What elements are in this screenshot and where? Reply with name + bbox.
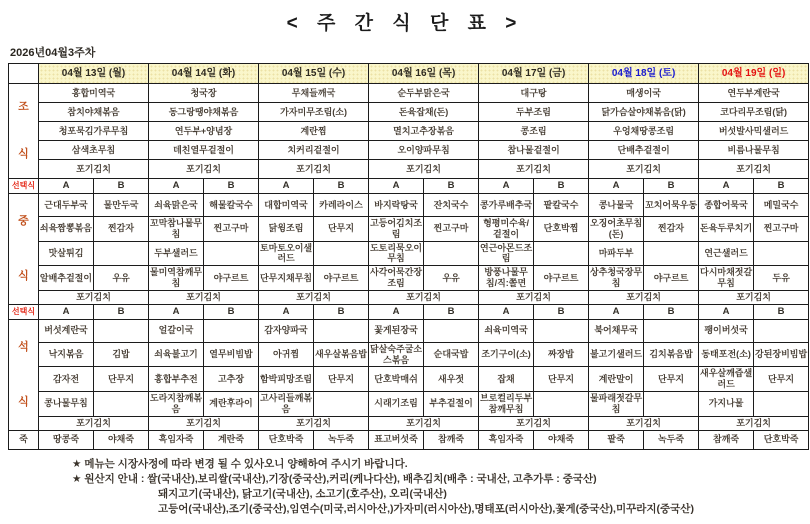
dinner-b-item: 단무지 bbox=[644, 367, 699, 392]
lunch-a-item: 근대두부국 bbox=[39, 194, 94, 217]
lunch-kimchi: 포기김치 bbox=[589, 290, 699, 304]
breakfast-item: 포기김치 bbox=[589, 160, 699, 179]
breakfast-item: 가자미무조림(소) bbox=[259, 103, 369, 122]
dinner-b-item: 강된장비빔밥 bbox=[754, 342, 809, 367]
dinner-a-item: 조기구이(소) bbox=[479, 342, 534, 367]
dinner-b-item: 새우젓 bbox=[424, 367, 479, 392]
lunch-b-item: 단무지 bbox=[314, 217, 369, 242]
selection-label: 선택식 bbox=[9, 179, 39, 194]
porridge-item: 단호박죽 bbox=[754, 430, 809, 449]
dinner-a-item: 쇠육불고기 bbox=[149, 342, 204, 367]
lunch-a-item: 연근샐러드 bbox=[699, 241, 754, 266]
dinner-b-item: 열무비빔밥 bbox=[204, 342, 259, 367]
porridge-item: 표고버섯죽 bbox=[369, 430, 424, 449]
breakfast-item: 치커리겉절이 bbox=[259, 141, 369, 160]
section-label bbox=[9, 84, 39, 179]
choice-b-header: B bbox=[204, 304, 259, 319]
porridge-item: 흑임자죽 bbox=[149, 430, 204, 449]
dinner-a-item: 시래기조림 bbox=[369, 391, 424, 416]
lunch-b-item bbox=[314, 241, 369, 266]
lunch-b-item: 메밀국수 bbox=[754, 194, 809, 217]
choice-b-header: B bbox=[644, 179, 699, 194]
lunch-b-item: 야구르트 bbox=[644, 266, 699, 291]
section-label bbox=[9, 194, 39, 305]
dinner-b-item bbox=[644, 391, 699, 416]
choice-b-header: B bbox=[754, 179, 809, 194]
dinner-a-item: 함박피망조림 bbox=[259, 367, 314, 392]
dinner-b-item bbox=[204, 319, 259, 342]
lunch-a-item: 쇠육맑은국 bbox=[149, 194, 204, 217]
lunch-b-item bbox=[754, 241, 809, 266]
dinner-kimchi: 포기김치 bbox=[39, 416, 149, 430]
lunch-b-item bbox=[534, 241, 589, 266]
breakfast-item: 데친열무겉절이 bbox=[149, 141, 259, 160]
porridge-item: 팥죽 bbox=[589, 430, 644, 449]
dinner-a-item: 얼갈이국 bbox=[149, 319, 204, 342]
footnote-line: 고등어(국내산),조기(중국산),임연수(미국,러시아산,)가자미(러시아산),명태포(러시아산),꽃게(중국산),미꾸라지(중국산) bbox=[158, 503, 694, 516]
breakfast-item: 연두부계란국 bbox=[699, 84, 809, 103]
lunch-b-item: 야구르트 bbox=[314, 266, 369, 291]
porridge-item: 단호박죽 bbox=[259, 430, 314, 449]
lunch-a-item: 연근아몬드조림 bbox=[479, 241, 534, 266]
dinner-a-item: 고사리들깨볶음 bbox=[259, 391, 314, 416]
choice-a-header: A bbox=[149, 179, 204, 194]
lunch-b-item: 찐고구마 bbox=[754, 217, 809, 242]
section-label-char: 조 bbox=[18, 100, 29, 113]
breakfast-item: 참나물겉절이 bbox=[479, 141, 589, 160]
porridge-item: 참깨죽 bbox=[699, 430, 754, 449]
choice-a-header: A bbox=[369, 304, 424, 319]
choice-a-header: A bbox=[39, 304, 94, 319]
dinner-a-item: 새우살깨즙샐러드 bbox=[699, 367, 754, 392]
dinner-a-item: 잡채 bbox=[479, 367, 534, 392]
lunch-a-item: 닭윙조림 bbox=[259, 217, 314, 242]
dinner-b-item bbox=[644, 319, 699, 342]
breakfast-item: 단배추겉절이 bbox=[589, 141, 699, 160]
breakfast-item: 대구탕 bbox=[479, 84, 589, 103]
section-label-text bbox=[9, 194, 38, 304]
dinner-a-item: 낙지볶음 bbox=[39, 342, 94, 367]
dinner-a-item: 콩나물무침 bbox=[39, 391, 94, 416]
lunch-a-item: 물미역참깨무침 bbox=[149, 266, 204, 291]
porridge-label: 죽 bbox=[9, 430, 39, 449]
section-label-char: 석 bbox=[18, 340, 29, 353]
lunch-a-item: 쇠육짬뽕볶음 bbox=[39, 217, 94, 242]
lunch-a-item: 알배추겉절이 bbox=[39, 266, 94, 291]
lunch-a-item: 콩가루배추국 bbox=[479, 194, 534, 217]
dinner-b-item: 새우살볶음밥 bbox=[314, 342, 369, 367]
section-label-char: 중 bbox=[18, 214, 29, 227]
dinner-b-item bbox=[314, 319, 369, 342]
lunch-a-item: 상추청국장무침 bbox=[589, 266, 644, 291]
breakfast-item: 계란찜 bbox=[259, 122, 369, 141]
choice-a-header: A bbox=[699, 304, 754, 319]
breakfast-item: 돈육잡채(돈) bbox=[369, 103, 479, 122]
dinner-b-item: 단무지 bbox=[94, 367, 149, 392]
breakfast-item: 매생이국 bbox=[589, 84, 699, 103]
footnote-line: 돼지고기(국내산), 닭고기(국내산), 소고기(호주산), 오리(국내산) bbox=[158, 488, 447, 500]
lunch-b-item: 찐고구마 bbox=[424, 217, 479, 242]
lunch-kimchi: 포기김치 bbox=[259, 290, 369, 304]
porridge-item: 녹두죽 bbox=[314, 430, 369, 449]
breakfast-item: 포기김치 bbox=[369, 160, 479, 179]
porridge-item: 야채죽 bbox=[94, 430, 149, 449]
choice-b-header: B bbox=[534, 304, 589, 319]
page-title: < 주 간 식 단 표 > bbox=[286, 13, 524, 34]
lunch-a-item: 형평미수육/겉절이 bbox=[479, 217, 534, 242]
week-label: 2026년04월3주차 bbox=[10, 47, 96, 59]
lunch-kimchi: 포기김치 bbox=[699, 290, 809, 304]
dinner-a-item: 동태포전(소) bbox=[699, 342, 754, 367]
dinner-a-item: 불고기샐러드 bbox=[589, 342, 644, 367]
date-header: 04월 16일 (목) bbox=[369, 64, 479, 84]
lunch-b-item: 단호박찜 bbox=[534, 217, 589, 242]
date-header: 04월 14일 (화) bbox=[149, 64, 259, 84]
dinner-a-item: 감자전 bbox=[39, 367, 94, 392]
breakfast-item: 홍합미역국 bbox=[39, 84, 149, 103]
choice-a-header: A bbox=[369, 179, 424, 194]
section-label bbox=[9, 319, 39, 430]
breakfast-item: 닭가슴살야채볶음(닭) bbox=[589, 103, 699, 122]
dinner-kimchi: 포기김치 bbox=[259, 416, 369, 430]
breakfast-item: 코다리무조림(닭) bbox=[699, 103, 809, 122]
lunch-b-item: 찐감자 bbox=[94, 217, 149, 242]
date-header: 04월 19일 (일) bbox=[699, 64, 809, 84]
choice-b-header: B bbox=[94, 179, 149, 194]
porridge-item: 녹두죽 bbox=[644, 430, 699, 449]
dinner-b-item bbox=[424, 319, 479, 342]
lunch-kimchi: 포기김치 bbox=[479, 290, 589, 304]
section-label-text bbox=[9, 84, 38, 178]
lunch-kimchi: 포기김치 bbox=[39, 290, 149, 304]
choice-a-header: A bbox=[149, 304, 204, 319]
dinner-a-item: 북어채무국 bbox=[589, 319, 644, 342]
breakfast-item: 순두부맑은국 bbox=[369, 84, 479, 103]
breakfast-item: 콩조림 bbox=[479, 122, 589, 141]
breakfast-item: 무채들깨국 bbox=[259, 84, 369, 103]
dinner-b-item: 순대국밥 bbox=[424, 342, 479, 367]
lunch-a-item: 바지락탕국 bbox=[369, 194, 424, 217]
lunch-kimchi: 포기김치 bbox=[149, 290, 259, 304]
dinner-b-item bbox=[94, 319, 149, 342]
dinner-a-item: 도라지참깨볶음 bbox=[149, 391, 204, 416]
lunch-a-item: 꼬막참나물무침 bbox=[149, 217, 204, 242]
choice-a-header: A bbox=[589, 179, 644, 194]
dinner-kimchi: 포기김치 bbox=[149, 416, 259, 430]
dinner-a-item: 버섯계란국 bbox=[39, 319, 94, 342]
lunch-a-item: 마파두부 bbox=[589, 241, 644, 266]
choice-a-header: A bbox=[259, 304, 314, 319]
breakfast-item: 두부조림 bbox=[479, 103, 589, 122]
footnote-line: ★ 원산지 안내 : 쌀(국내산),보리쌀(국내산),기장(중국산),커리(케나다산), 배추김치(배추 : 국내산, 고추가루 : 중국산) bbox=[72, 472, 597, 485]
choice-b-header: B bbox=[314, 179, 369, 194]
lunch-a-item: 사각어묵간장조림 bbox=[369, 266, 424, 291]
dinner-kimchi: 포기김치 bbox=[479, 416, 589, 430]
dinner-a-item: 꽃게된장국 bbox=[369, 319, 424, 342]
dinner-a-item: 홍합부추전 bbox=[149, 367, 204, 392]
porridge-item: 참깨죽 bbox=[424, 430, 479, 449]
lunch-a-item: 다시마채젓갈무침 bbox=[699, 266, 754, 291]
choice-a-header: A bbox=[479, 304, 534, 319]
dinner-b-item: 짜장밥 bbox=[534, 342, 589, 367]
dinner-a-item: 브로컬리두부참깨무침 bbox=[479, 391, 534, 416]
choice-b-header: B bbox=[424, 179, 479, 194]
breakfast-item: 비름나물무침 bbox=[699, 141, 809, 160]
lunch-b-item: 두유 bbox=[754, 266, 809, 291]
dinner-b-item: 단무지 bbox=[754, 367, 809, 392]
lunch-b-item: 카레라이스 bbox=[314, 194, 369, 217]
dinner-a-item: 가지나물 bbox=[699, 391, 754, 416]
choice-b-header: B bbox=[314, 304, 369, 319]
dinner-b-item bbox=[534, 319, 589, 342]
dinner-a-item: 쇠육미역국 bbox=[479, 319, 534, 342]
dinner-b-item: 단무지 bbox=[534, 367, 589, 392]
lunch-a-item: 콩나물국 bbox=[589, 194, 644, 217]
breakfast-item: 동그랑땡야채볶음 bbox=[149, 103, 259, 122]
lunch-a-item: 두부샐러드 bbox=[149, 241, 204, 266]
lunch-b-item: 잔치국수 bbox=[424, 194, 479, 217]
lunch-a-item: 방풍나물무침/직:쫄면 bbox=[479, 266, 534, 291]
lunch-a-item: 오징어초무침(돈) bbox=[589, 217, 644, 242]
lunch-b-item: 꼬치어묵우동 bbox=[644, 194, 699, 217]
breakfast-item: 포기김치 bbox=[149, 160, 259, 179]
footnotes bbox=[72, 457, 810, 518]
choice-a-header: A bbox=[479, 179, 534, 194]
choice-a-header: A bbox=[259, 179, 314, 194]
lunch-b-item: 우유 bbox=[424, 266, 479, 291]
breakfast-item: 청포묵김가루무침 bbox=[39, 122, 149, 141]
lunch-a-item: 토마토오이샐러드 bbox=[259, 241, 314, 266]
dinner-b-item: 고추장 bbox=[204, 367, 259, 392]
lunch-a-item: 대합미역국 bbox=[259, 194, 314, 217]
choice-a-header: A bbox=[699, 179, 754, 194]
choice-a-header: A bbox=[589, 304, 644, 319]
lunch-a-item: 맛살튀김 bbox=[39, 241, 94, 266]
dinner-kimchi: 포기김치 bbox=[589, 416, 699, 430]
lunch-b-item bbox=[94, 241, 149, 266]
dinner-a-item: 아귀찜 bbox=[259, 342, 314, 367]
lunch-b-item: 야구르트 bbox=[204, 266, 259, 291]
dinner-b-item: 단무지 bbox=[314, 367, 369, 392]
dinner-kimchi: 포기김치 bbox=[369, 416, 479, 430]
section-label-char: 식 bbox=[18, 395, 29, 408]
dinner-kimchi: 포기김치 bbox=[699, 416, 809, 430]
lunch-a-item: 고등어김치조림 bbox=[369, 217, 424, 242]
lunch-a-item: 돈육두루치기 bbox=[699, 217, 754, 242]
breakfast-item: 오이양파무침 bbox=[369, 141, 479, 160]
lunch-b-item: 물만두국 bbox=[94, 194, 149, 217]
lunch-b-item bbox=[204, 241, 259, 266]
breakfast-item: 포기김치 bbox=[259, 160, 369, 179]
dinner-a-item: 닭살숙주굴소스볶음 bbox=[369, 342, 424, 367]
dinner-a-item: 팽이버섯국 bbox=[699, 319, 754, 342]
dinner-b-item bbox=[754, 391, 809, 416]
selection-label: 선택식 bbox=[9, 304, 39, 319]
date-header: 04월 17일 (금) bbox=[479, 64, 589, 84]
breakfast-item: 버섯발사믹샐러드 bbox=[699, 122, 809, 141]
section-label-char: 식 bbox=[18, 269, 29, 282]
lunch-b-item: 해물칼국수 bbox=[204, 194, 259, 217]
choice-b-header: B bbox=[204, 179, 259, 194]
dinner-b-item bbox=[534, 391, 589, 416]
dinner-a-item: 감자양파국 bbox=[259, 319, 314, 342]
lunch-a-item: 단무지채무침 bbox=[259, 266, 314, 291]
dinner-b-item: 김밥 bbox=[94, 342, 149, 367]
breakfast-item: 참치야채볶음 bbox=[39, 103, 149, 122]
breakfast-item: 삼색초무침 bbox=[39, 141, 149, 160]
porridge-item: 땅콩죽 bbox=[39, 430, 94, 449]
lunch-b-item bbox=[644, 241, 699, 266]
lunch-b-item: 팥칼국수 bbox=[534, 194, 589, 217]
porridge-item: 야채죽 bbox=[534, 430, 589, 449]
dinner-b-item bbox=[94, 391, 149, 416]
date-header: 04월 15일 (수) bbox=[259, 64, 369, 84]
lunch-b-item: 우유 bbox=[94, 266, 149, 291]
choice-b-header: B bbox=[644, 304, 699, 319]
lunch-a-item: 도토리묵오이무침 bbox=[369, 241, 424, 266]
choice-b-header: B bbox=[534, 179, 589, 194]
dinner-b-item bbox=[314, 391, 369, 416]
choice-b-header: B bbox=[754, 304, 809, 319]
dinner-b-item: 김치볶음밥 bbox=[644, 342, 699, 367]
footnote-line: ★ 메뉴는 시장사정에 따라 변경 될 수 있사오니 양해하여 주시기 바랍니다. bbox=[72, 457, 408, 470]
section-label-char: 식 bbox=[18, 147, 29, 160]
dinner-b-item: 부추겉절이 bbox=[424, 391, 479, 416]
choice-b-header: B bbox=[424, 304, 479, 319]
breakfast-item: 청국장 bbox=[149, 84, 259, 103]
section-label-text bbox=[9, 320, 38, 430]
lunch-b-item: 찐감자 bbox=[644, 217, 699, 242]
weekly-menu-table bbox=[8, 63, 809, 450]
dinner-a-item: 물파래젓갈무침 bbox=[589, 391, 644, 416]
breakfast-item: 멸치고추장볶음 bbox=[369, 122, 479, 141]
lunch-b-item bbox=[424, 241, 479, 266]
date-header: 04월 18일 (토) bbox=[589, 64, 699, 84]
breakfast-item: 연두부+양념장 bbox=[149, 122, 259, 141]
porridge-item: 흑임자죽 bbox=[479, 430, 534, 449]
lunch-kimchi: 포기김치 bbox=[369, 290, 479, 304]
date-header: 04월 13일 (월) bbox=[39, 64, 149, 84]
corner-cell bbox=[9, 64, 39, 84]
breakfast-item: 포기김치 bbox=[699, 160, 809, 179]
dinner-b-item: 계란후라이 bbox=[204, 391, 259, 416]
breakfast-item: 포기김치 bbox=[39, 160, 149, 179]
lunch-b-item: 야구르트 bbox=[534, 266, 589, 291]
dinner-a-item: 단호박매쉬 bbox=[369, 367, 424, 392]
breakfast-item: 포기김치 bbox=[479, 160, 589, 179]
choice-b-header: B bbox=[94, 304, 149, 319]
lunch-a-item: 종합어묵국 bbox=[699, 194, 754, 217]
porridge-item: 계란죽 bbox=[204, 430, 259, 449]
dinner-a-item: 계란말이 bbox=[589, 367, 644, 392]
choice-a-header: A bbox=[39, 179, 94, 194]
lunch-b-item: 찐고구마 bbox=[204, 217, 259, 242]
dinner-b-item bbox=[754, 319, 809, 342]
breakfast-item: 우엉채땅콩조림 bbox=[589, 122, 699, 141]
